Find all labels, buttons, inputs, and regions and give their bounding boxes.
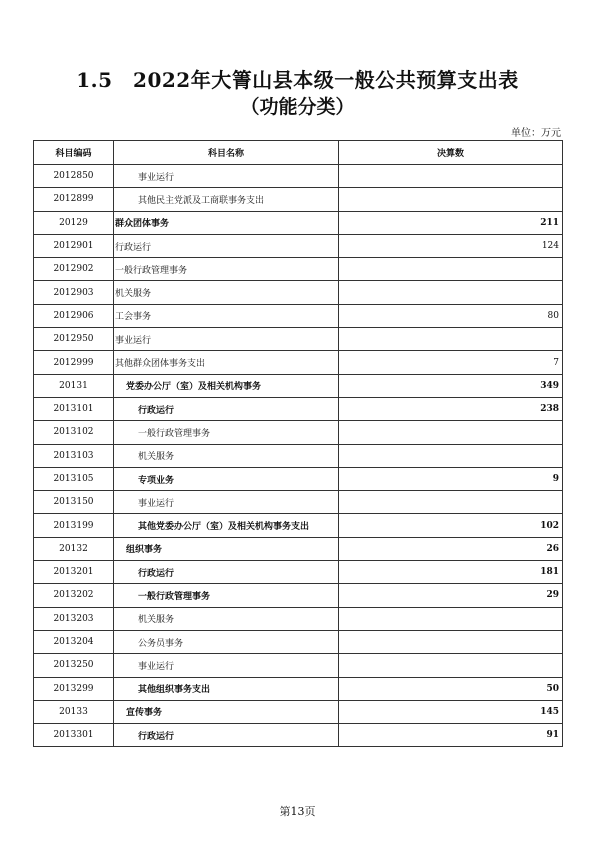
report-title: 1.5 2022年大箐山县本级一般公共预算支出表	[76, 68, 519, 92]
row-code: 2012850	[34, 165, 114, 188]
row-amount: 26	[339, 537, 563, 560]
row-code: 2013150	[34, 491, 114, 514]
page-number: 第13页	[279, 805, 316, 818]
row-name: 行政运行	[114, 234, 339, 257]
row-amount: 7	[339, 351, 563, 374]
expenditure-table	[33, 140, 563, 747]
row-code: 2013203	[34, 607, 114, 630]
row-code: 2013250	[34, 654, 114, 677]
header-name: 科目名称	[114, 141, 339, 165]
row-amount: 238	[339, 397, 563, 420]
table-row	[34, 351, 563, 374]
row-name: 群众团体事务	[114, 211, 339, 234]
report-subtitle: （功能分类）	[240, 96, 355, 118]
row-amount	[339, 630, 563, 653]
row-name: 事业运行	[114, 328, 339, 351]
table-row	[34, 444, 563, 467]
row-code: 2012906	[34, 304, 114, 327]
row-code: 2013102	[34, 421, 114, 444]
row-amount: 349	[339, 374, 563, 397]
row-amount: 80	[339, 304, 563, 327]
row-amount: 29	[339, 584, 563, 607]
row-amount	[339, 165, 563, 188]
row-code: 2013199	[34, 514, 114, 537]
row-name: 组织事务	[114, 537, 339, 560]
table-row	[34, 374, 563, 397]
row-name: 事业运行	[114, 165, 339, 188]
table-header-row	[34, 141, 563, 165]
table-row	[34, 165, 563, 188]
row-amount	[339, 421, 563, 444]
table-row	[34, 584, 563, 607]
row-code: 2013201	[34, 561, 114, 584]
header-code: 科目编码	[34, 141, 114, 165]
row-amount: 9	[339, 467, 563, 490]
row-amount	[339, 491, 563, 514]
row-code: 2012999	[34, 351, 114, 374]
row-name: 一般行政管理事务	[114, 584, 339, 607]
row-code: 20133	[34, 700, 114, 723]
row-name: 其他群众团体事务支出	[114, 351, 339, 374]
row-amount	[339, 281, 563, 304]
row-code: 2012902	[34, 258, 114, 281]
table-row	[34, 561, 563, 584]
table-row	[34, 537, 563, 560]
row-name: 机关服务	[114, 281, 339, 304]
row-code: 2013103	[34, 444, 114, 467]
row-name: 行政运行	[114, 561, 339, 584]
row-name: 宣传事务	[114, 700, 339, 723]
table-row	[34, 491, 563, 514]
table-row	[34, 304, 563, 327]
row-code: 2012903	[34, 281, 114, 304]
row-name: 行政运行	[114, 397, 339, 420]
table-row	[34, 630, 563, 653]
row-name: 其他组织事务支出	[114, 677, 339, 700]
row-name: 其他民主党派及工商联事务支出	[114, 188, 339, 211]
row-name: 专项业务	[114, 467, 339, 490]
table-row	[34, 281, 563, 304]
row-amount	[339, 328, 563, 351]
row-code: 2012901	[34, 234, 114, 257]
row-code: 20131	[34, 374, 114, 397]
table-row	[34, 677, 563, 700]
row-code: 2013105	[34, 467, 114, 490]
row-amount	[339, 654, 563, 677]
row-name: 其他党委办公厅（室）及相关机构事务支出	[114, 514, 339, 537]
row-code: 20132	[34, 537, 114, 560]
row-amount: 91	[339, 724, 563, 747]
row-name: 一般行政管理事务	[114, 421, 339, 444]
table-body	[34, 165, 563, 747]
table-row	[34, 397, 563, 420]
row-name: 机关服务	[114, 444, 339, 467]
table-row	[34, 328, 563, 351]
row-amount	[339, 188, 563, 211]
row-amount	[339, 444, 563, 467]
row-name: 事业运行	[114, 654, 339, 677]
table-row	[34, 724, 563, 747]
row-code: 2012899	[34, 188, 114, 211]
row-code: 2013204	[34, 630, 114, 653]
row-name: 一般行政管理事务	[114, 258, 339, 281]
row-amount	[339, 607, 563, 630]
table-row	[34, 700, 563, 723]
table-row	[34, 188, 563, 211]
row-amount: 211	[339, 211, 563, 234]
unit-label: 单位：万元	[511, 128, 561, 139]
table-row	[34, 654, 563, 677]
row-amount: 145	[339, 700, 563, 723]
table-row	[34, 211, 563, 234]
table-row	[34, 514, 563, 537]
row-name: 事业运行	[114, 491, 339, 514]
table-row	[34, 234, 563, 257]
row-name: 行政运行	[114, 724, 339, 747]
header-amount: 决算数	[339, 141, 563, 165]
row-name: 党委办公厅（室）及相关机构事务	[114, 374, 339, 397]
row-name: 机关服务	[114, 607, 339, 630]
row-amount: 50	[339, 677, 563, 700]
row-code: 20129	[34, 211, 114, 234]
table-row	[34, 421, 563, 444]
row-code: 2013301	[34, 724, 114, 747]
row-name: 公务员事务	[114, 630, 339, 653]
row-amount: 181	[339, 561, 563, 584]
row-code: 2013101	[34, 397, 114, 420]
row-code: 2012950	[34, 328, 114, 351]
row-code: 2013202	[34, 584, 114, 607]
row-amount	[339, 258, 563, 281]
row-amount: 102	[339, 514, 563, 537]
table-row	[34, 607, 563, 630]
table-row	[34, 258, 563, 281]
table-row	[34, 467, 563, 490]
row-name: 工会事务	[114, 304, 339, 327]
row-amount: 124	[339, 234, 563, 257]
row-code: 2013299	[34, 677, 114, 700]
